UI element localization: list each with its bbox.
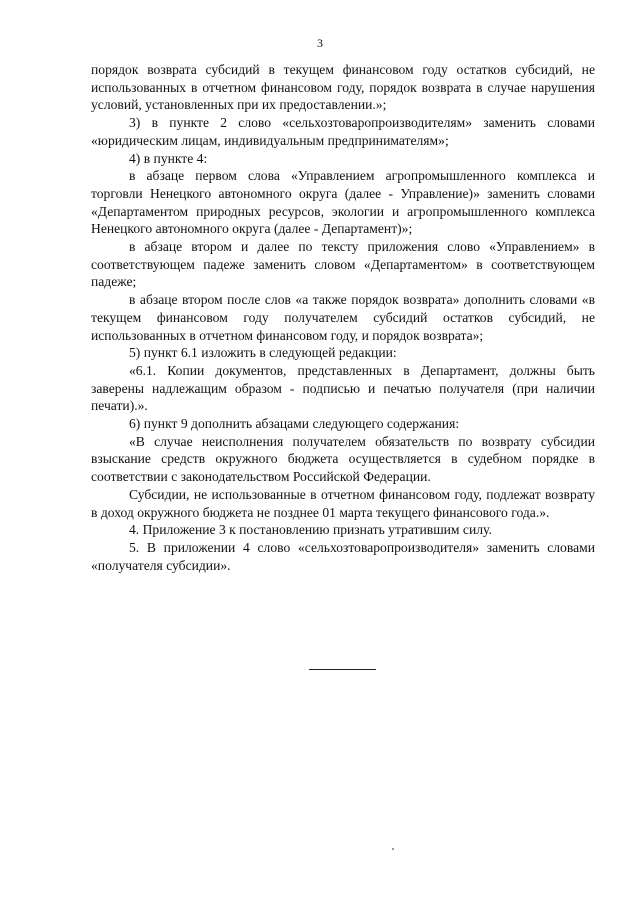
paragraph-item-6-text-1: «В случае неисполнения получателем обязательств по возврату субсидии взыскание средств окружного бюджета осуществляется в судебном порядке в соответствии с законодательством Российской Федерации. — [91, 433, 595, 485]
paragraph-point-4: 4. Приложение 3 к постановлению признать утратившим силу. — [129, 522, 492, 538]
page-number: 3 — [317, 36, 323, 50]
paragraph-item-4-second-abzac-addition: в абзаце втором после слов «а также порядок возврата» дополнить словами «в текущем финансовом году получателем субсидий остатков субсидий, не использованных в отчетном финансовом году, и порядок возврата»; — [91, 292, 595, 343]
paragraph-item-5-text: «6.1. Копии документов, представленных в Департамент, должны быть заверены надлежащим образом - подписью и печатью получателя (при наличии печати).». — [91, 362, 595, 414]
end-divider-line — [309, 669, 376, 670]
paragraph-item-6-text-2: Субсидии, не использованные в отчетном финансовом году, подлежат возврату в доход окружного бюджета не позднее 01 марта текущего финансового года.». — [91, 486, 595, 520]
paragraph-continuation: порядок возврата субсидий в текущем финансовом году остатков субсидий, не использованных в отчетном финансовом году, порядок возврата в случае нарушения условий, установленных при их предоставлении.»; — [91, 62, 595, 113]
paragraph-item-3: 3) в пункте 2 слово «сельхозтоваропроизводителям» заменить словами «юридическим лицам, индивидуальным предпринимателям»; — [91, 115, 595, 148]
paragraph-item-5: 5) пункт 6.1 изложить в следующей редакции: — [129, 345, 397, 361]
paragraph-item-4-first-abzac: в абзаце первом слова «Управлением агропромышленного комплекса и торговли Ненецкого автономного округа (далее - Управление)» заменить словами «Департаментом природных ресурсов, экологии и агропромышленного комплекса Ненецкого автономного округа (далее - Департамент)»; — [91, 168, 595, 237]
document-body — [91, 61, 595, 574]
paragraph-item-4-second-abzac: в абзаце втором и далее по тексту приложения слово «Управлением» в соответствующем падеже заменить словом «Департаментом» в соответствующем падеже; — [91, 239, 595, 290]
paragraph-item-4: 4) в пункте 4: — [129, 150, 208, 166]
scan-speck — [392, 848, 394, 850]
paragraph-item-6: 6) пункт 9 дополнить абзацами следующего содержания: — [129, 416, 460, 432]
paragraph-point-5: 5. В приложении 4 слово «сельхозтоваропроизводителя» заменить словами «получателя субсидии». — [91, 539, 595, 573]
